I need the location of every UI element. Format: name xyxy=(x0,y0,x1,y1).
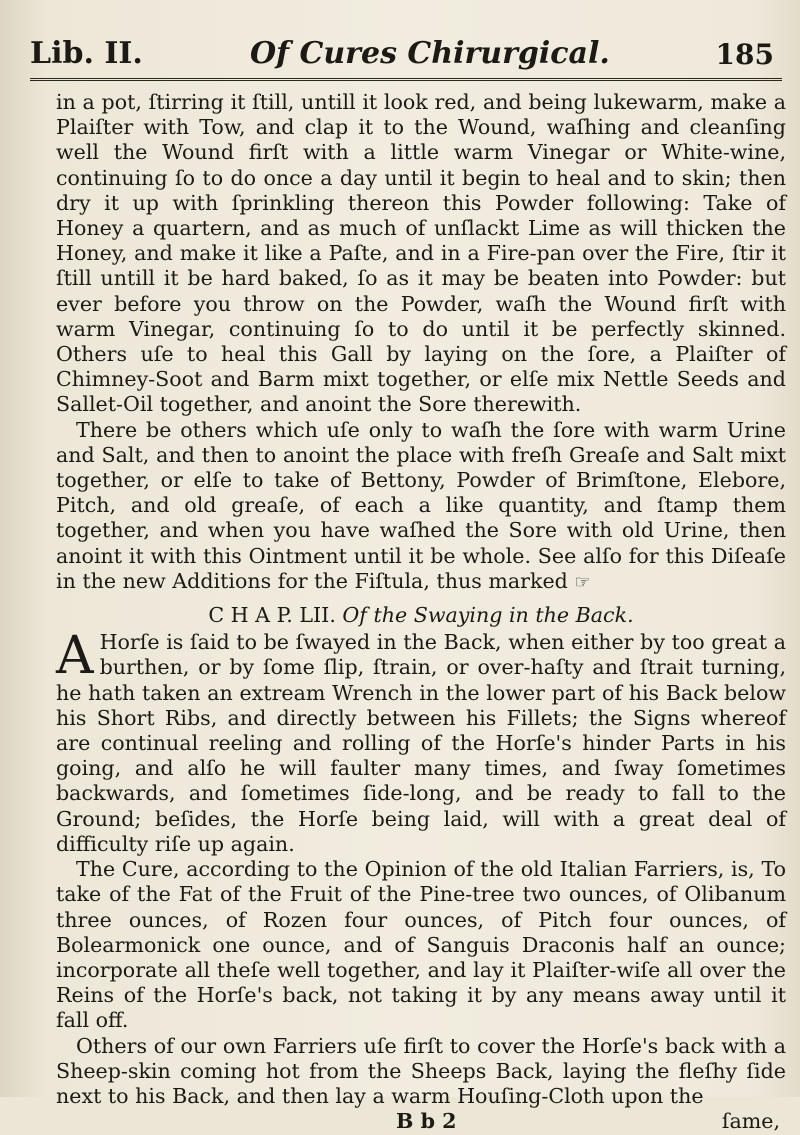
running-header xyxy=(30,34,782,81)
paragraph: Others of our own Farriers uſe firſt to cover the Horſe's back with a Sheep-skin coming hot from the Sheeps Back, laying the fleſhy ſide next to his Back, and then lay a warm Houſing-Cloth upon the xyxy=(56,1033,786,1108)
catchword: ſame, xyxy=(721,1109,780,1134)
paragraph xyxy=(56,626,786,857)
book-label: Lib. II. xyxy=(30,36,143,71)
pointing-hand-icon: ☞ xyxy=(574,571,591,593)
chapter-number: C H A P. LII. xyxy=(208,603,336,628)
page-body xyxy=(56,90,786,1135)
page-footer xyxy=(56,1109,786,1135)
paragraph-text: There be others which uſe only to waſh the ſore with warm Urine and Salt, and then to anoint the place with freſh Greaſe and Salt mixt together, or elſe to take of Bettony, Powder of Brimſtone, Elebore, Pitch, and old greaſe, of each a like quantity, and ſtamp them together, and when you have waſhed the Sore with old Urine, then anoint it with this Ointment until it be whole. See alſo for this Diſeaſe in the new Additions for the Fiſtula, thus marked xyxy=(56,417,786,593)
chapter-title: Of the Swaying in the Back. xyxy=(342,603,634,628)
page-number: 185 xyxy=(715,38,774,71)
paragraph: The Cure, according to the Opinion of the old Italian Farriers, is, To take of the Fat of the Fruit of the Pine-tree two ounces, of Olibanum three ounces, of Rozen four ounces, of Pitch four ounces, of Bolearmonick one ounce, and of Sanguis Draconis half an ounce; incorporate all theſe well together, and lay it Plaiſter-wiſe all over the Reins of the Horſe's back, not taking it by any means away until it fall off. xyxy=(56,857,786,1033)
running-title: Of Cures Chirurgical. xyxy=(250,36,610,71)
paragraph: in a pot, ſtirring it ſtill, untill it look red, and being lukewarm, make a Plaiſter with Tow, and clap it to the Wound, waſhing and cleanſing well the Wound firſt with a little warm Vinegar or White-wine, continuing ſo to do once a day until it begin to heal and to skin; then dry it up with ſprinkling thereon this Powder following: Take of Honey a quartern, and as much of unſlackt Lime as will thicken the Honey, and make it like a Paſte, and in a Fire-pan over the Fire, ſtir it ſtill untill it be hard baked, ſo as it may be beaten into Powder: but ever before you throw on the Powder, waſh the Wound firſt with warm Vinegar, continuing ſo to do until it be perfectly skinned. Others uſe to heal this Gall by laying on the ſore, a Plaiſter of Chimney-Soot and Barm mixt together, or elſe mix Nettle Seeds and Sallet-Oil together, and anoint the Sore therewith. xyxy=(56,90,786,417)
paragraph-text: Horſe is ſaid to be ſwayed in the Back, when either by too great a burthen, or by ſome ſlip, ſtrain, or over-haſty and ſtrait turning, he hath taken an extream Wrench in the lower part of his Back below his Short Ribs, and directly between his Fillets; the Signs whereof are continual reeling and rolling of the Horſe's hinder Parts in his going, and alſo he will faulter many times, and ſway ſometimes backwards, and ſometimes ſide-long, and be ready to fall to the Ground; beſides, the Horſe being laid, will with a great deal of difficulty riſe up again. xyxy=(56,630,786,856)
paragraph xyxy=(56,418,786,595)
chapter-heading xyxy=(56,603,786,628)
signature-mark: B b 2 xyxy=(396,1109,457,1134)
drop-cap: A xyxy=(56,626,94,687)
